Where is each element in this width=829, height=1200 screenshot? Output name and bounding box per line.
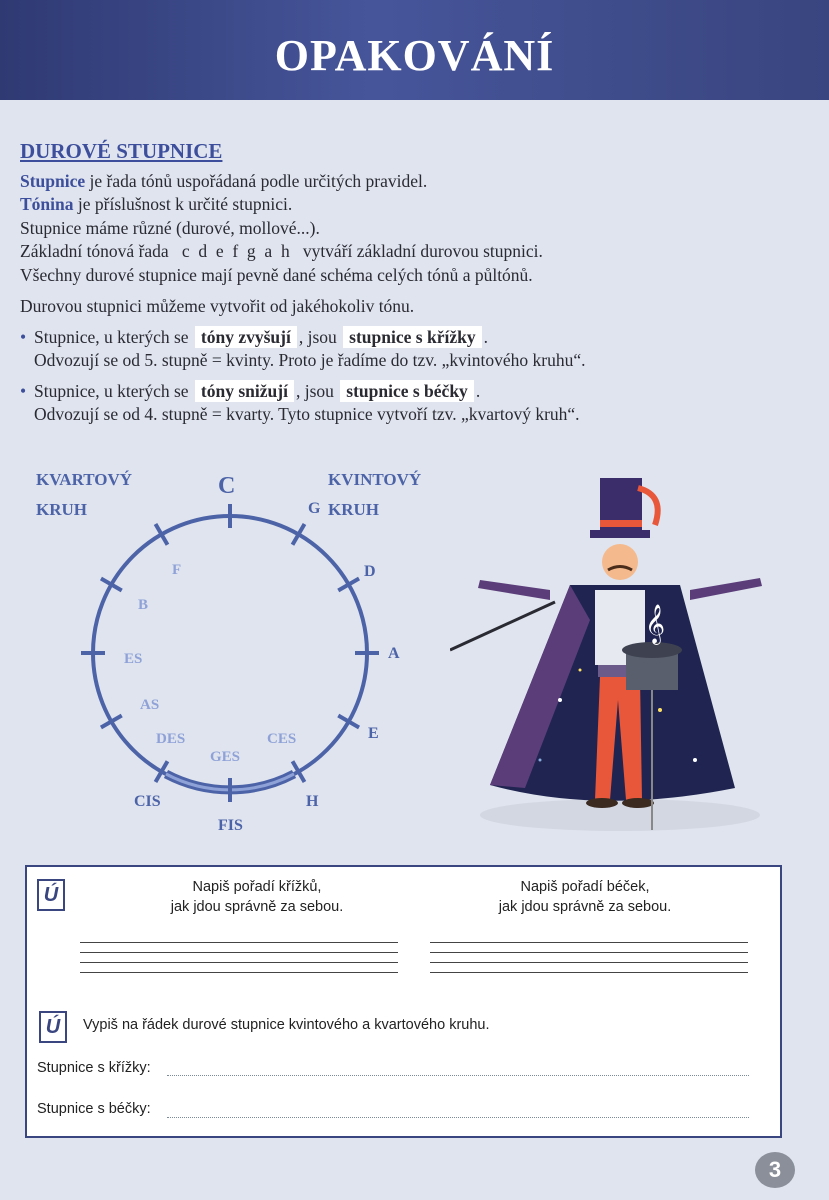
bullet-text: Odvozují se od 5. stupně = kvinty. Proto je řadíme do tzv. „kvintového kruhu“. [34,350,586,370]
answer-line-becka[interactable] [167,1117,749,1118]
task-vypis: Vypiš na řádek durové stupnice kvintového a kvartového kruhu. [83,1017,490,1033]
circle-tick [293,524,305,545]
text-line: Durovou stupnici můžeme vytvořit od jakéhokoliv tónu. [20,296,415,316]
kvintovy-line: KRUH [328,500,379,519]
label-becka: Stupnice s béčky: [37,1101,151,1117]
note-as: AS [140,697,160,713]
highlight-box: stupnice s křížky [343,326,481,348]
staff-becka[interactable] [430,942,748,982]
note-d: D [364,563,376,580]
note-a: A [388,645,400,662]
text-line: Základní tónová řada c d e f g a h vytváří základní durovou stupnici. [20,241,543,261]
task-line: jak jdou správně za sebou. [170,899,344,915]
magician-illustration [450,470,790,840]
task-line: Napiš pořadí křížků, [192,879,322,895]
note-c: C [218,473,236,499]
task-line: jak jdou správně za sebou. [498,899,672,915]
task-becka [435,877,735,917]
note-ges: GES [210,749,241,765]
page-header [0,0,829,100]
note-des: DES [156,731,186,747]
circle-tick [156,524,168,545]
bullet-text: . [483,326,488,347]
exercise-icon: Ú [39,1011,67,1043]
circle-tick [338,716,359,728]
note-g: G [308,500,321,517]
definition-tonina [20,193,800,217]
circle-tick [293,761,305,782]
bullet-krizky [20,326,800,373]
kvintovy-line: KVINTOVÝ [328,470,422,489]
note-es: ES [124,651,143,667]
term-stupnice: Stupnice [20,170,86,191]
circle-tick [338,579,359,591]
note-fis: FIS [218,817,243,834]
bullet-text: , jsou [295,380,334,401]
highlight-box: tóny snižují [195,380,294,402]
text-line: Stupnice máme různé (durové, mollové...). [20,217,320,238]
staff-krizky[interactable] [80,942,398,982]
exercise-box [25,865,782,1138]
bullet-text: Odvozují se od 4. stupně = kvarty. Tyto stupnice vytvoří tzv. „kvartový kruh“. [34,404,580,424]
note-e: E [368,725,379,742]
svg-text:𝄞: 𝄞 [645,604,666,644]
note-h: H [306,793,319,810]
definition-stupnice [20,170,800,194]
circle-tick [101,579,122,591]
answer-line-krizky[interactable] [167,1075,749,1076]
circle-ring [20,465,440,845]
bullet-text: Stupnice, u kterých se [34,380,189,401]
main-content [20,140,800,427]
page-number: 3 [755,1152,795,1188]
circle-tick [101,716,122,728]
task-krizky [107,877,407,917]
circle-of-fifths [20,465,440,845]
bullet-text: . [475,380,481,401]
definition-text: je řada tónů uspořádaná podle určitých pravidel. [85,170,428,191]
bullet-becka [20,380,800,427]
highlight-box: tóny zvyšují [195,326,297,348]
term-tonina: Tónina [20,194,74,214]
highlight-box: stupnice s béčky [340,380,474,402]
definition-text: je příslušnost k určité stupnici. [73,194,293,214]
bullet-text: , jsou [298,326,337,347]
exercise-icon: Ú [37,879,65,911]
label-krizky: Stupnice s křížky: [37,1060,151,1076]
section-title: DUROVÉ STUPNICE [20,139,223,163]
kvartovy-line: KRUH [36,500,87,519]
kvartovy-line: KVARTOVÝ [36,470,133,489]
note-ces: CES [267,731,297,747]
bullet-text: Stupnice, u kterých se [34,326,189,347]
note-b: B [138,597,149,613]
task-line: Napiš pořadí béček, [520,879,650,895]
note-cis: CIS [134,793,161,810]
note-f: F [172,562,182,578]
page-title: OPAKOVÁNÍ [274,31,555,80]
text-line: Všechny durové stupnice mají pevně dané schéma celých tónů a půltónů. [20,264,533,285]
circle-tick [156,761,168,782]
